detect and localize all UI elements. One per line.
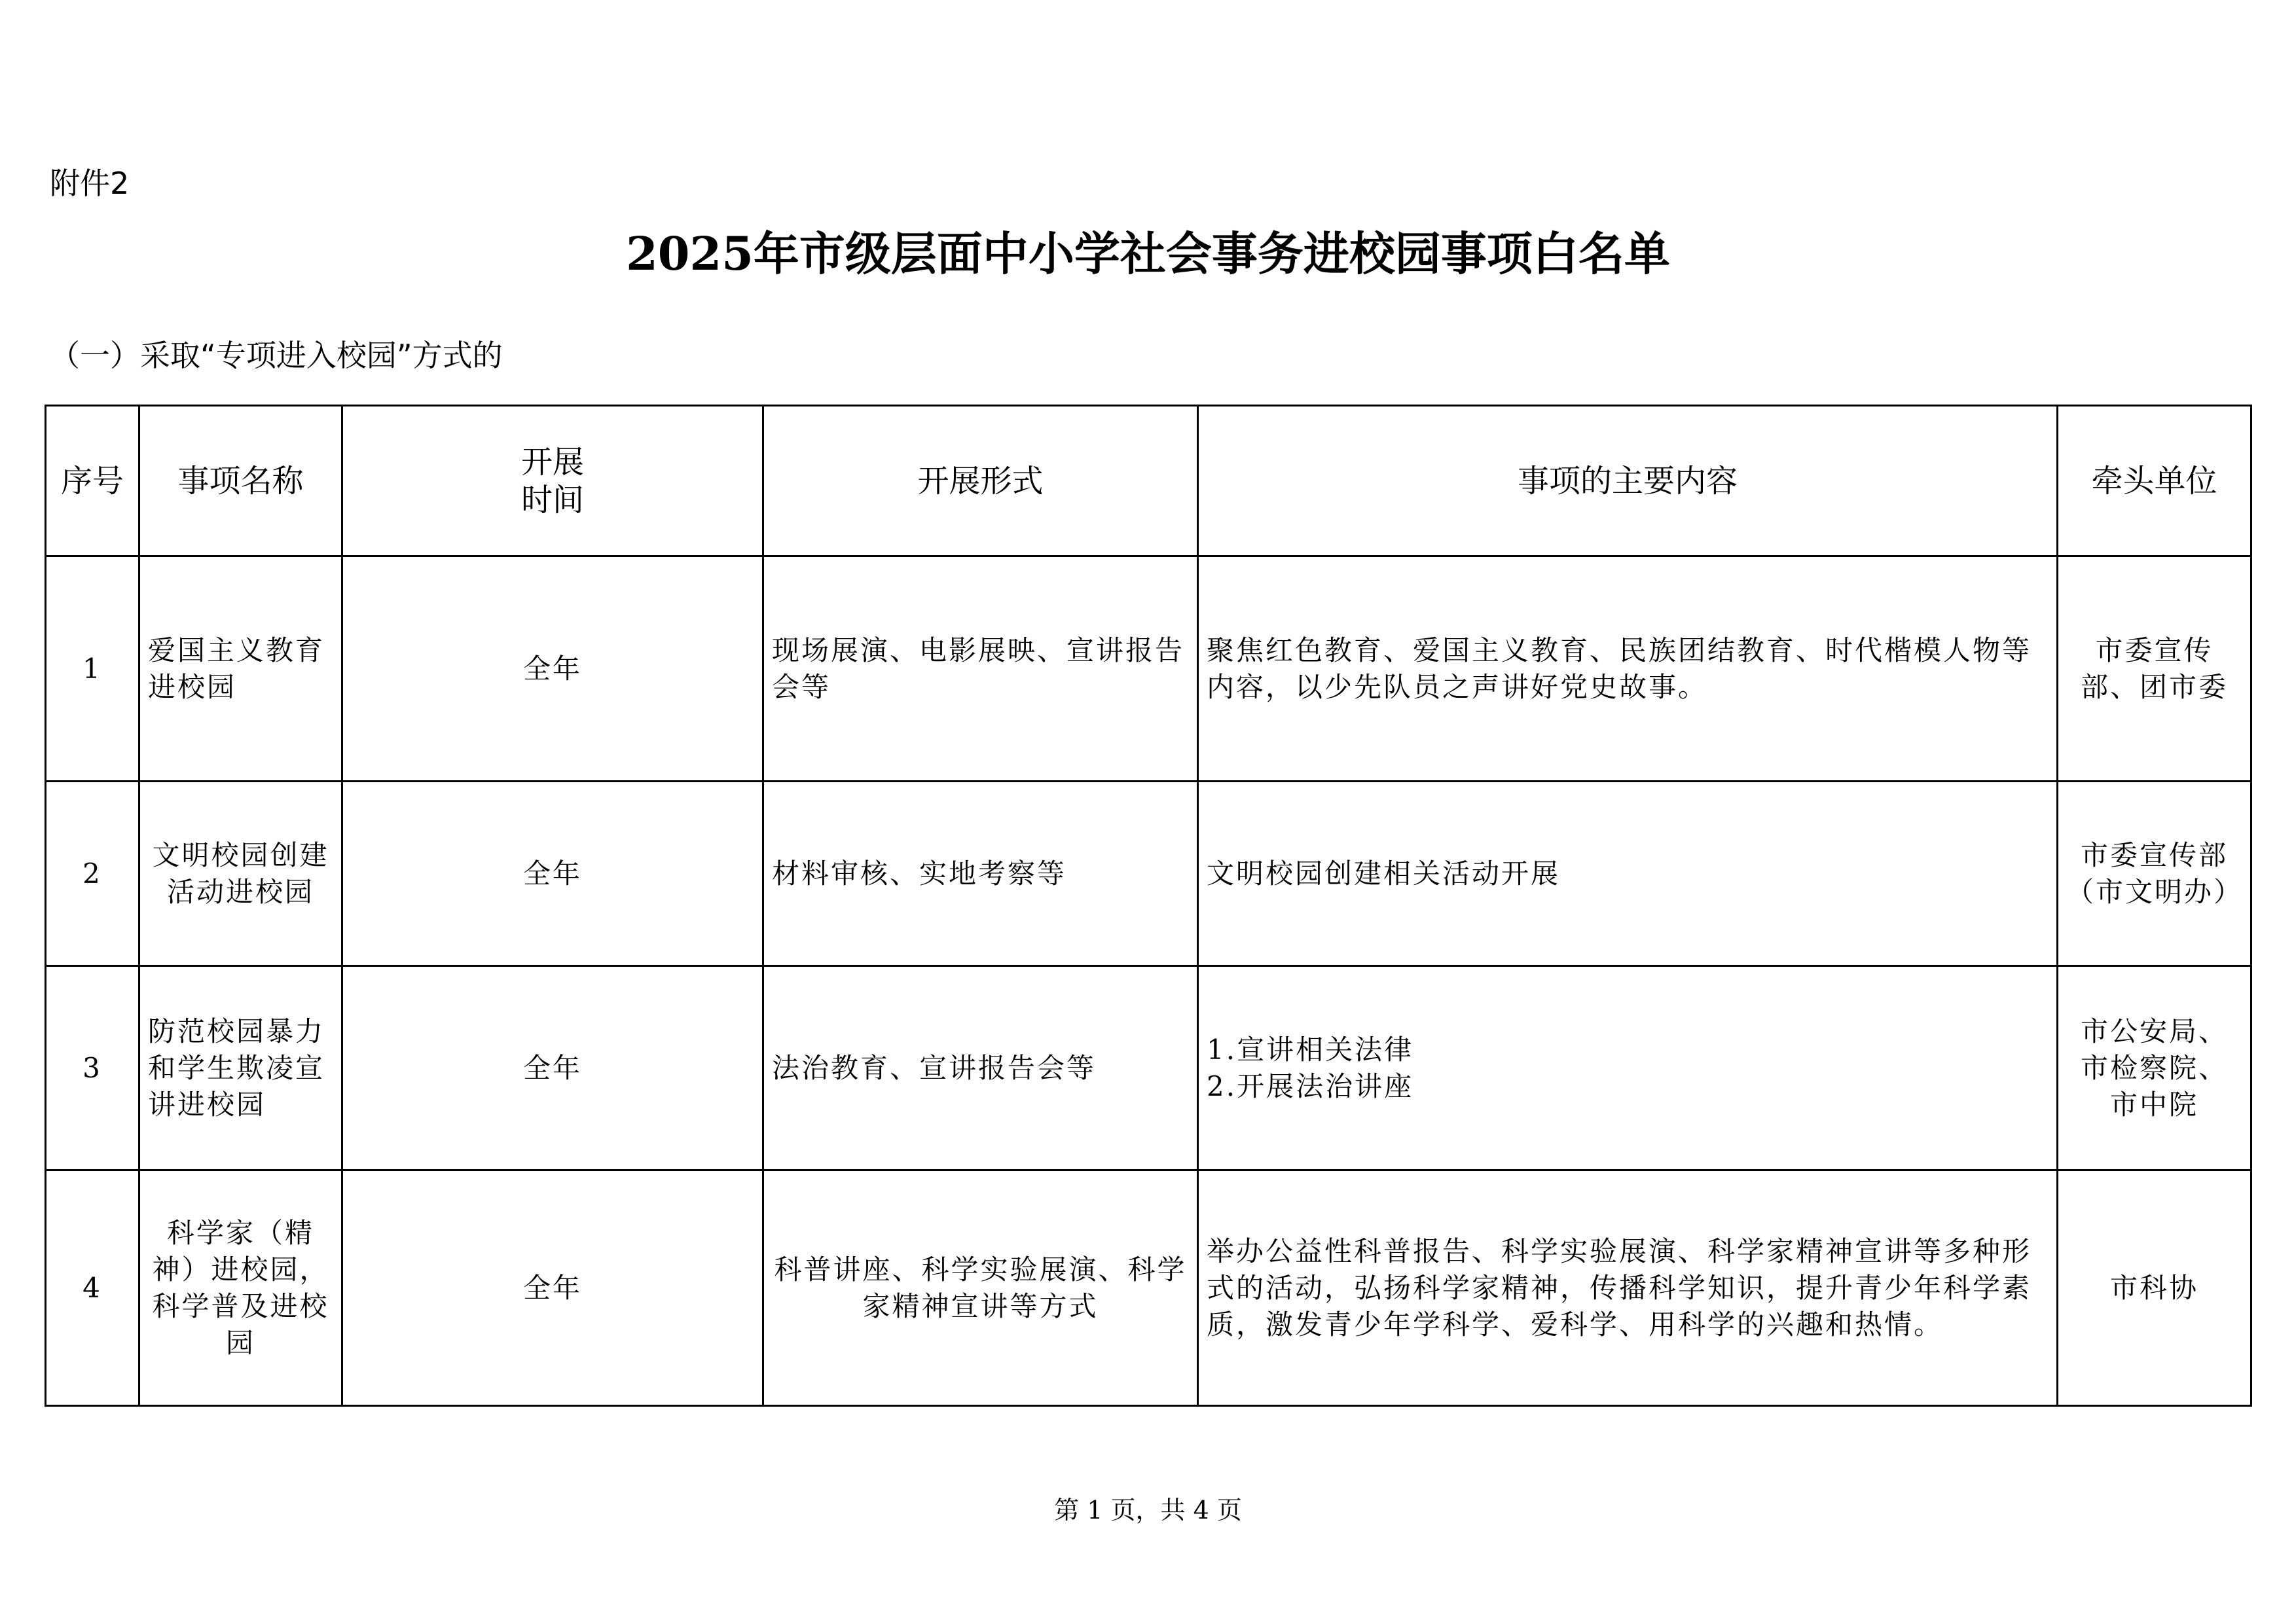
table-row — [46, 782, 2251, 966]
row-content: 1.宣讲相关法律 2.开展法治讲座 — [1198, 966, 2058, 1170]
row-num: 1 — [46, 556, 139, 782]
row-name: 文明校园创建活动进校园 — [139, 782, 342, 966]
row-time: 全年 — [342, 1170, 763, 1406]
header-content: 事项的主要内容 — [1198, 406, 2058, 556]
attachment-label: 附件2 — [50, 166, 130, 201]
whitelist-table — [45, 405, 2252, 1407]
row-lead: 市公安局、市检察院、市中院 — [2058, 966, 2251, 1170]
row-lead: 市委宣传部、团市委 — [2058, 556, 2251, 782]
row-content: 文明校园创建相关活动开展 — [1198, 782, 2058, 966]
row-content: 举办公益性科普报告、科学实验展演、科学家精神宣讲等多种形式的活动，弘扬科学家精神，传播科学知识，提升青少年科学素质，激发青少年学科学、爱科学、用科学的兴趣和热情。 — [1198, 1170, 2058, 1406]
row-form: 现场展演、电影展映、宣讲报告会等 — [763, 556, 1198, 782]
row-name: 爱国主义教育进校园 — [139, 556, 342, 782]
row-form: 法治教育、宣讲报告会等 — [763, 966, 1198, 1170]
document-title: 2025年市级层面中小学社会事务进校园事项白名单 — [626, 226, 1670, 281]
page-footer: 第 1 页，共 4 页 — [1054, 1496, 1242, 1525]
row-num: 3 — [46, 966, 139, 1170]
row-time: 全年 — [342, 556, 763, 782]
table-header-row — [46, 406, 2251, 556]
row-lead: 市科协 — [2058, 1170, 2251, 1406]
row-lead: 市委宣传部（市文明办） — [2058, 782, 2251, 966]
row-name: 防范校园暴力和学生欺凌宣讲进校园 — [139, 966, 342, 1170]
header-num: 序号 — [46, 406, 139, 556]
header-lead: 牵头单位 — [2058, 406, 2251, 556]
row-time: 全年 — [342, 966, 763, 1170]
table-row — [46, 1170, 2251, 1406]
table-row — [46, 966, 2251, 1170]
header-name: 事项名称 — [139, 406, 342, 556]
table-row — [46, 556, 2251, 782]
header-time: 开展 时间 — [342, 406, 763, 556]
section-heading: （一）采取“专项进入校园”方式的 — [50, 338, 503, 373]
row-num: 2 — [46, 782, 139, 966]
row-content: 聚焦红色教育、爱国主义教育、民族团结教育、时代楷模人物等内容，以少先队员之声讲好党史故事。 — [1198, 556, 2058, 782]
row-form: 科普讲座、科学实验展演、科学家精神宣讲等方式 — [763, 1170, 1198, 1406]
row-name: 科学家（精神）进校园，科学普及进校园 — [139, 1170, 342, 1406]
row-num: 4 — [46, 1170, 139, 1406]
row-form: 材料审核、实地考察等 — [763, 782, 1198, 966]
header-form: 开展形式 — [763, 406, 1198, 556]
row-time: 全年 — [342, 782, 763, 966]
